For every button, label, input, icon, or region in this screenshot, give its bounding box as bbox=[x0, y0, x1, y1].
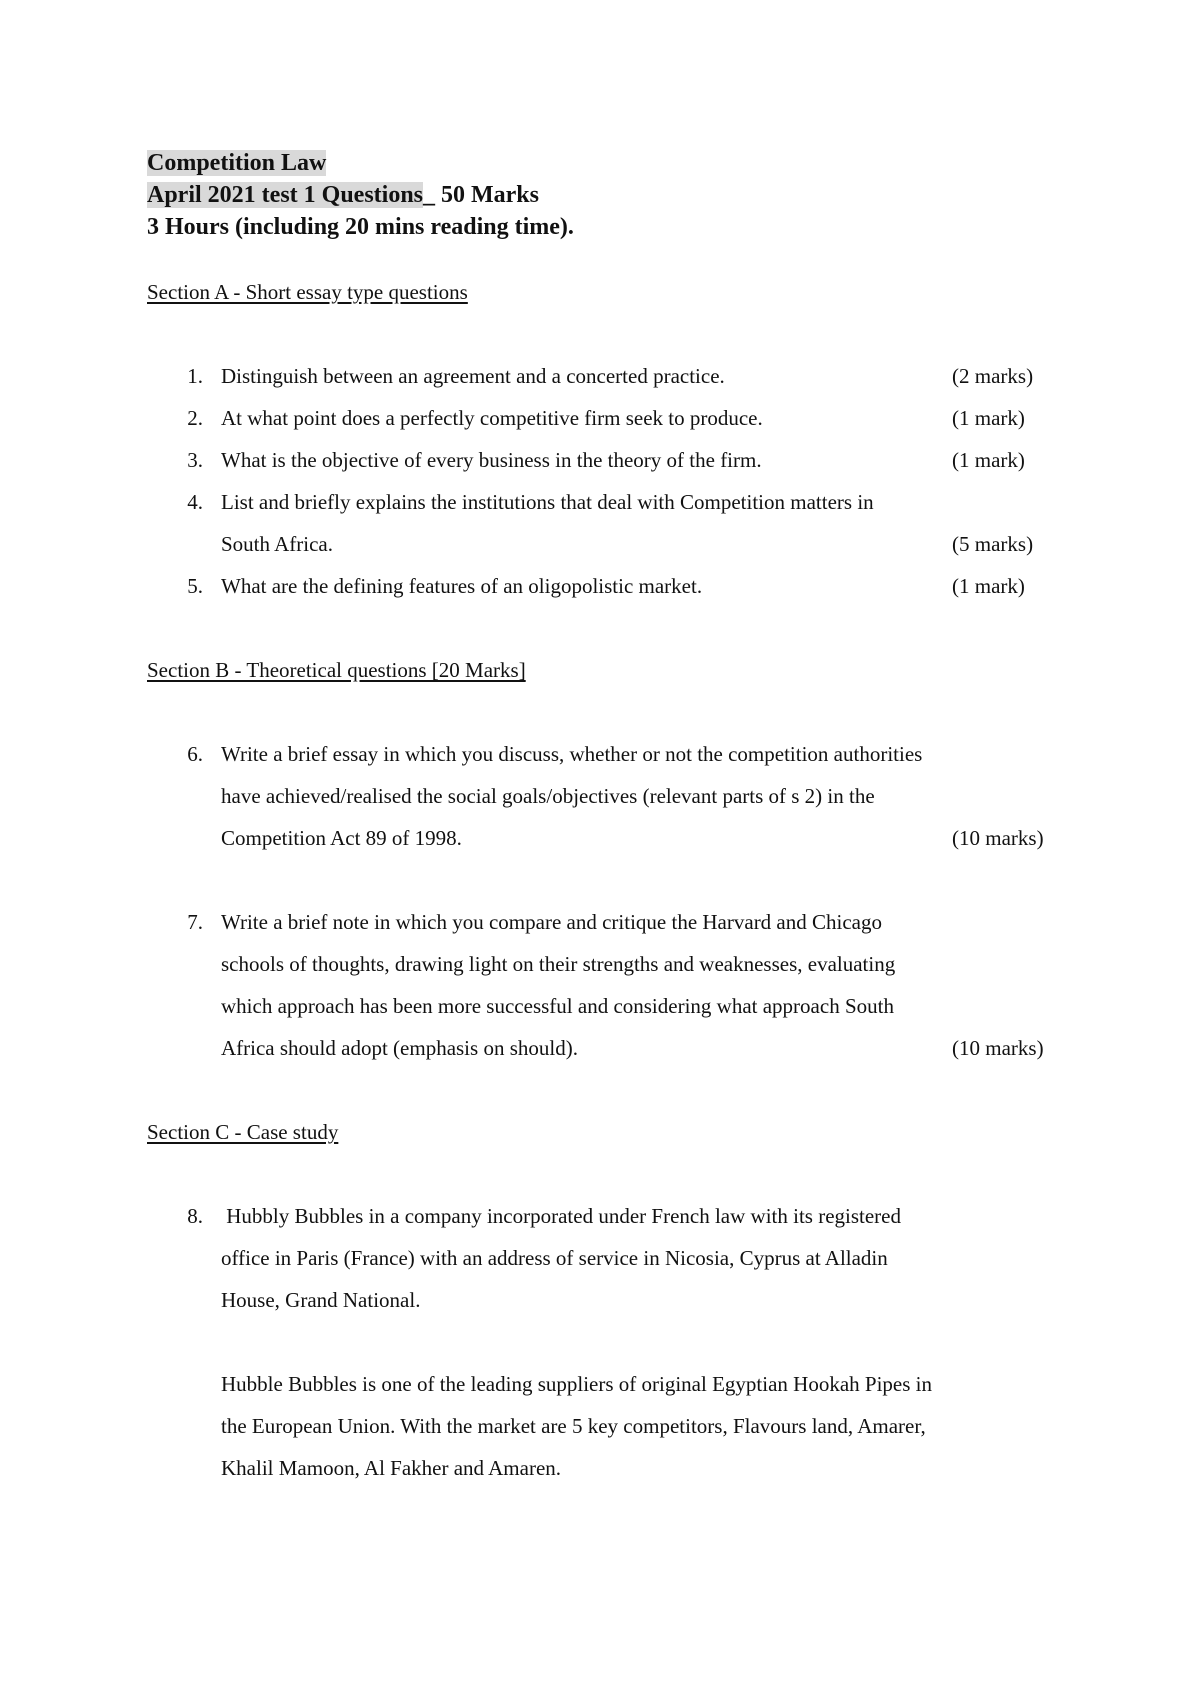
question-marks: (1 mark) bbox=[952, 448, 1025, 472]
question-number: 3. bbox=[187, 448, 203, 472]
question-text: South Africa. bbox=[221, 532, 333, 556]
question-number: 5. bbox=[187, 574, 203, 598]
question-marks: (1 mark) bbox=[952, 574, 1025, 598]
question-number: 4. bbox=[187, 490, 203, 514]
question-text: Distinguish between an agreement and a concerted practice. bbox=[221, 364, 725, 388]
question-text: Africa should adopt (emphasis on should). bbox=[221, 1036, 578, 1060]
test-heading: April 2021 test 1 Questions_ 50 Marks bbox=[147, 182, 539, 208]
question-marks: (1 mark) bbox=[952, 406, 1025, 430]
question-marks: (2 marks) bbox=[952, 364, 1034, 388]
question-number: 7. bbox=[187, 910, 203, 934]
question-text: List and briefly explains the institutions that deal with Competition matters in bbox=[221, 490, 874, 514]
question-text: House, Grand National. bbox=[221, 1288, 421, 1312]
question-text: Hubbly Bubbles in a company incorporated under French law with its registered bbox=[221, 1204, 901, 1228]
question-number: 8. bbox=[187, 1204, 203, 1228]
section-b-heading: Section B - Theoretical questions [20 Marks] bbox=[147, 658, 526, 682]
paragraph-line: the European Union. With the market are 5 key competitors, Flavours land, Amarer, bbox=[221, 1414, 926, 1438]
question-text: What are the defining features of an oligopolistic market. bbox=[221, 574, 703, 598]
question-marks: (5 marks) bbox=[952, 532, 1034, 556]
section-c-heading: Section C - Case study bbox=[147, 1120, 339, 1144]
paragraph-line: Khalil Mamoon, Al Fakher and Amaren. bbox=[221, 1456, 562, 1480]
document-title: Competition Law bbox=[147, 150, 327, 176]
section-a-heading: Section A - Short essay type questions bbox=[147, 280, 468, 304]
question-text: At what point does a perfectly competitive firm seek to produce. bbox=[221, 406, 763, 430]
question-number: 1. bbox=[187, 364, 203, 388]
question-text: have achieved/realised the social goals/objectives (relevant parts of s 2) in the bbox=[221, 784, 875, 808]
question-text: What is the objective of every business in the theory of the firm. bbox=[221, 448, 762, 472]
question-number: 2. bbox=[187, 406, 203, 430]
question-marks: (10 marks) bbox=[952, 1036, 1044, 1060]
question-text: which approach has been more successful and considering what approach South bbox=[221, 994, 894, 1018]
question-marks: (10 marks) bbox=[952, 826, 1044, 850]
duration-note: 3 Hours (including 20 mins reading time). bbox=[147, 214, 574, 240]
question-number: 6. bbox=[187, 742, 203, 766]
question-text: Write a brief note in which you compare and critique the Harvard and Chicago bbox=[221, 910, 882, 934]
question-text: Write a brief essay in which you discuss, whether or not the competition authorities bbox=[221, 742, 923, 766]
paragraph-line: Hubble Bubbles is one of the leading suppliers of original Egyptian Hookah Pipes in bbox=[221, 1372, 932, 1396]
question-text: schools of thoughts, drawing light on their strengths and weaknesses, evaluating bbox=[221, 952, 896, 976]
question-text: Competition Act 89 of 1998. bbox=[221, 826, 462, 850]
question-text: office in Paris (France) with an address of service in Nicosia, Cyprus at Alladin bbox=[221, 1246, 888, 1270]
